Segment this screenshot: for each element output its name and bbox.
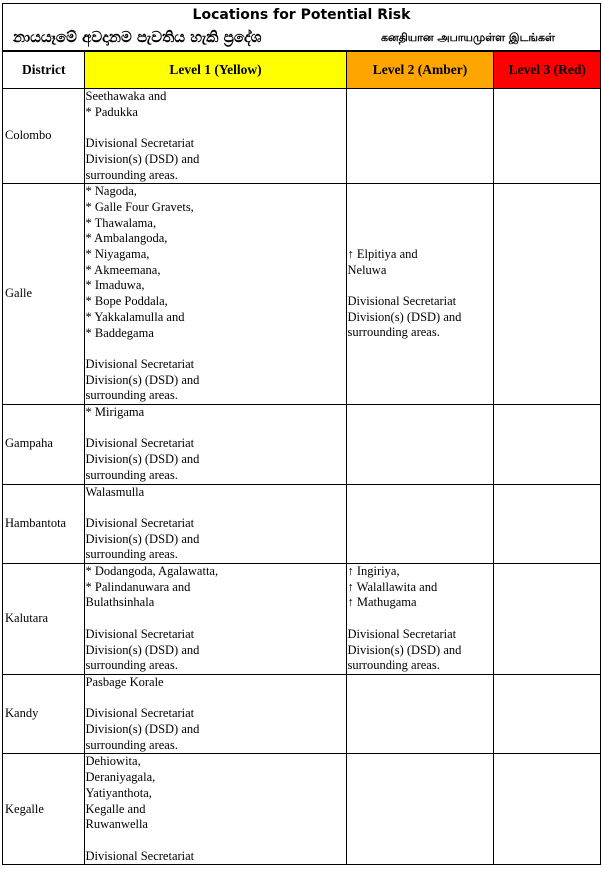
level3-cell [493,754,600,865]
location-line: Yatiyanthota, [85,785,152,800]
level2-cell [346,564,493,675]
location-line [86,341,346,357]
level1-cell [84,184,346,405]
location-line: Divisional Secretariat [85,136,195,151]
level3-cell [493,89,600,184]
level2-cell [346,674,493,754]
level3-cell [493,484,600,564]
table-row [3,184,600,405]
level3-cell [493,564,600,675]
level1-cell [84,754,346,865]
location-line [86,833,346,849]
location-line: Kegalle and [85,801,146,816]
location-line: Walasmulla [85,484,145,499]
location-line: Division(s) (DSD) and [347,642,462,657]
location-line: surrounding areas. [347,325,440,340]
location-line: Divisional Secretariat [85,356,195,371]
location-line: Division(s) (DSD) and [85,531,200,546]
location-line: * Galle Four Gravets, [85,199,194,214]
subtitle-tamil: கனதியான அபாயமுள்ள இடங்கள் [381,31,555,44]
level3-cell [493,674,600,754]
location-line [86,500,346,516]
location-line [348,231,493,247]
level2-cell [346,484,493,564]
location-line: Deraniyagala, [85,770,156,785]
subtitle-sinhala: නායයෑමේ අවදානම පැවතිය හැකි ප්‍රදේශ [13,28,262,46]
district-cell: Kalutara [3,564,84,675]
header-level1: Level 1 (Yellow) [84,52,346,89]
district-cell: Gampaha [3,405,84,485]
location-line: * Imaduwa, [85,278,145,293]
level2-cell [346,89,493,184]
location-line: Ruwanwella [85,817,148,832]
location-line: * Dodangoda, Agalawatta, [85,564,219,579]
location-line [348,184,493,200]
location-line: surrounding areas. [85,467,178,482]
location-line: * Nagoda, [85,184,137,199]
location-line [348,216,493,232]
level1-cell [84,405,346,485]
level3-cell [493,184,600,405]
location-line: surrounding areas. [85,167,178,182]
level1-cell [84,484,346,564]
header-level3: Level 3 (Red) [493,52,600,89]
location-line: surrounding areas. [347,658,440,673]
location-line: Divisional Secretariat [347,294,457,309]
table-row [3,405,600,485]
location-line: surrounding areas. [85,658,178,673]
location-line: * Baddegama [85,325,154,340]
table-row [3,89,600,184]
location-line [348,200,493,216]
location-line: Dehiowita, [85,754,141,769]
risk-table [3,51,600,865]
subtitle-row [3,26,600,51]
location-line: Divisional Secretariat [347,626,457,641]
district-cell: Kegalle [3,754,84,865]
location-line: Seethawaka and [85,89,167,103]
level1-cell [84,674,346,754]
level2-cell [346,184,493,405]
location-line [86,611,346,627]
location-line: * Padukka [85,104,138,119]
location-line [348,278,493,294]
header-row [3,52,600,89]
location-line: Divisional Secretariat [85,848,195,863]
location-line: Division(s) (DSD) and [85,642,200,657]
location-line: ↑ Elpitiya and [347,246,418,261]
risk-locations-sheet [2,3,601,865]
location-line: Divisional Secretariat [85,706,195,721]
header-district: District [3,52,84,89]
location-line: Division(s) (DSD) and [85,722,200,737]
location-line: Divisional Secretariat [85,436,195,451]
level1-cell [84,564,346,675]
location-line: * Mirigama [85,405,145,420]
page-title: Locations for Potential Risk [192,7,411,23]
location-line: * Akmeemana, [85,262,161,277]
header-level2: Level 2 (Amber) [346,52,493,89]
location-line: * Niyagama, [85,247,150,262]
location-line: Division(s) (DSD) and [85,372,200,387]
level1-cell [84,89,346,184]
location-line: ↑ Mathugama [347,595,417,610]
level2-cell [346,754,493,865]
district-cell: Galle [3,184,84,405]
level3-cell [493,405,600,485]
location-line: Division(s) (DSD) and [85,151,200,166]
district-cell: Colombo [3,89,84,184]
location-line: surrounding areas. [85,547,178,562]
location-line: Division(s) (DSD) and [347,309,462,324]
table-row [3,674,600,754]
table-row [3,484,600,564]
location-line: * Thawalama, [85,215,157,230]
district-cell: Kandy [3,674,84,754]
location-line: * Bope Poddala, [85,294,168,309]
table-row [3,564,600,675]
location-line: Divisional Secretariat [85,626,195,641]
location-line [348,611,493,627]
table-row [3,754,600,865]
location-line [86,120,346,136]
table-body [3,89,600,865]
location-line: * Palindanuwara and [85,579,191,594]
level2-cell [346,405,493,485]
location-line: surrounding areas. [85,388,178,403]
location-line: Division(s) (DSD) and [85,452,200,467]
location-line [86,421,346,437]
location-line: Neluwa [347,262,387,277]
location-line [86,691,346,707]
location-line: * Yakkalamulla and [85,309,185,324]
location-line: ↑ Walallawita and [347,579,438,594]
location-line: Pasbage Korale [85,674,164,689]
location-line: Bulathsinhala [85,595,155,610]
location-line: surrounding areas. [85,737,178,752]
location-line: Divisional Secretariat [85,515,195,530]
location-line: * Ambalangoda, [85,231,168,246]
location-line: ↑ Ingiriya, [347,564,400,579]
district-cell: Hambantota [3,484,84,564]
